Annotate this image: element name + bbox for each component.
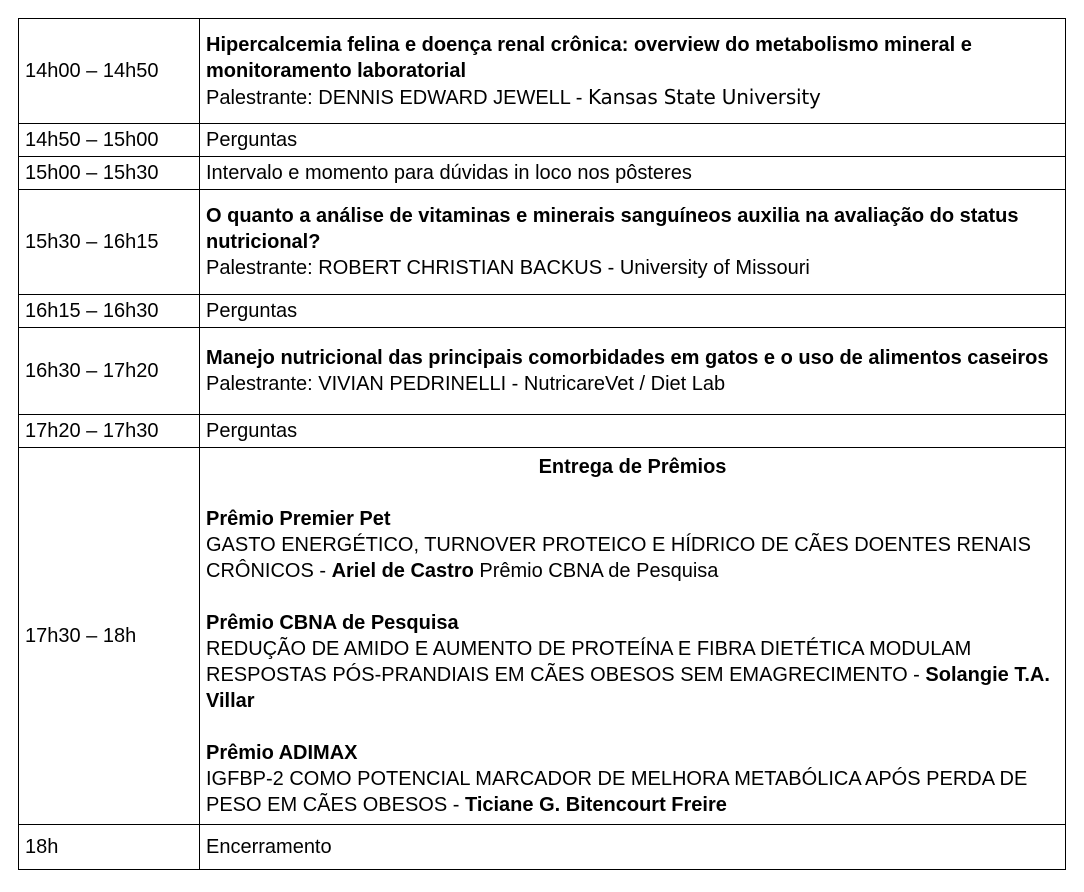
- time-cell: 14h50 – 15h00: [19, 124, 200, 157]
- talk-cell: [200, 328, 1066, 415]
- table-row: [19, 124, 1066, 157]
- schedule-table: [18, 18, 1066, 870]
- award-name: Prêmio Premier Pet: [206, 508, 391, 530]
- time-cell: 17h20 – 17h30: [19, 415, 200, 448]
- table-row: [19, 19, 1066, 124]
- activity-cell: Perguntas: [200, 295, 1066, 328]
- award-work-line: [206, 636, 1059, 714]
- time-cell: 15h30 – 16h15: [19, 190, 200, 295]
- award-item: [206, 506, 1059, 584]
- table-row: [19, 157, 1066, 190]
- time-cell: 18h: [19, 825, 200, 870]
- activity-cell: Perguntas: [200, 124, 1066, 157]
- table-row: [19, 415, 1066, 448]
- time-cell: 16h30 – 17h20: [19, 328, 200, 415]
- award-suffix: Prêmio CBNA de Pesquisa: [473, 560, 719, 582]
- award-item: [206, 740, 1059, 818]
- time-cell: 14h00 – 14h50: [19, 19, 200, 124]
- speaker-line: Palestrante: ROBERT CHRISTIAN BACKUS - University of Missouri: [206, 257, 810, 279]
- time-cell: 17h30 – 18h: [19, 448, 200, 825]
- award-author: Solangie T.A. Villar: [206, 664, 1050, 712]
- awards-heading: Entrega de Prêmios: [538, 456, 727, 478]
- award-work-line: [206, 532, 1059, 584]
- award-work: IGFBP-2 COMO POTENCIAL MARCADOR DE MELHORA METABÓLICA APÓS PERDA DE PESO EM CÃES OBESOS -: [206, 768, 1028, 816]
- talk-title: Hipercalcemia felina e doença renal crônica: overview do metabolismo mineral e monitoramento laboratorial: [206, 33, 972, 82]
- talk-cell: [200, 190, 1066, 295]
- table-row: [19, 825, 1066, 870]
- table-row: [19, 328, 1066, 415]
- award-name: Prêmio CBNA de Pesquisa: [206, 612, 459, 634]
- activity-cell: Intervalo e momento para dúvidas in loco nos pôsteres: [200, 157, 1066, 190]
- table-row: [19, 448, 1066, 825]
- award-name: Prêmio ADIMAX: [206, 742, 358, 764]
- table-row: [19, 190, 1066, 295]
- speaker-name: Palestrante: DENNIS EDWARD JEWELL -: [206, 86, 588, 109]
- talk-title: O quanto a análise de vitaminas e minerais sanguíneos auxilia na avaliação do status nutricional?: [206, 205, 1019, 253]
- award-work: REDUÇÃO DE AMIDO E AUMENTO DE PROTEÍNA E FIBRA DIETÉTICA MODULAM RESPOSTAS PÓS-PRANDIAIS EM CÃES OBESOS SEM EMAGRECIMENTO -: [206, 638, 972, 686]
- award-author: Ariel de Castro: [331, 560, 474, 582]
- talk-title: Manejo nutricional das principais comorbidades em gatos e o uso de alimentos caseiros: [206, 347, 1049, 369]
- speaker-affiliation: Kansas State University: [587, 84, 821, 109]
- awards-cell: [200, 448, 1066, 825]
- time-cell: 16h15 – 16h30: [19, 295, 200, 328]
- time-cell: 15h00 – 15h30: [19, 157, 200, 190]
- activity-cell: Perguntas: [200, 415, 1066, 448]
- award-item: [206, 610, 1059, 714]
- speaker-line: Palestrante: VIVIAN PEDRINELLI - NutricareVet / Diet Lab: [206, 373, 726, 395]
- award-work: GASTO ENERGÉTICO, TURNOVER PROTEICO E HÍDRICO DE CÃES DOENTES RENAIS CRÔNICOS -: [206, 534, 1031, 582]
- award-work-line: [206, 766, 1059, 818]
- talk-cell: [200, 19, 1066, 124]
- activity-cell: Encerramento: [200, 825, 1066, 870]
- award-author: Ticiane G. Bitencourt Freire: [464, 794, 727, 816]
- speaker-line: [206, 84, 1059, 111]
- table-row: [19, 295, 1066, 328]
